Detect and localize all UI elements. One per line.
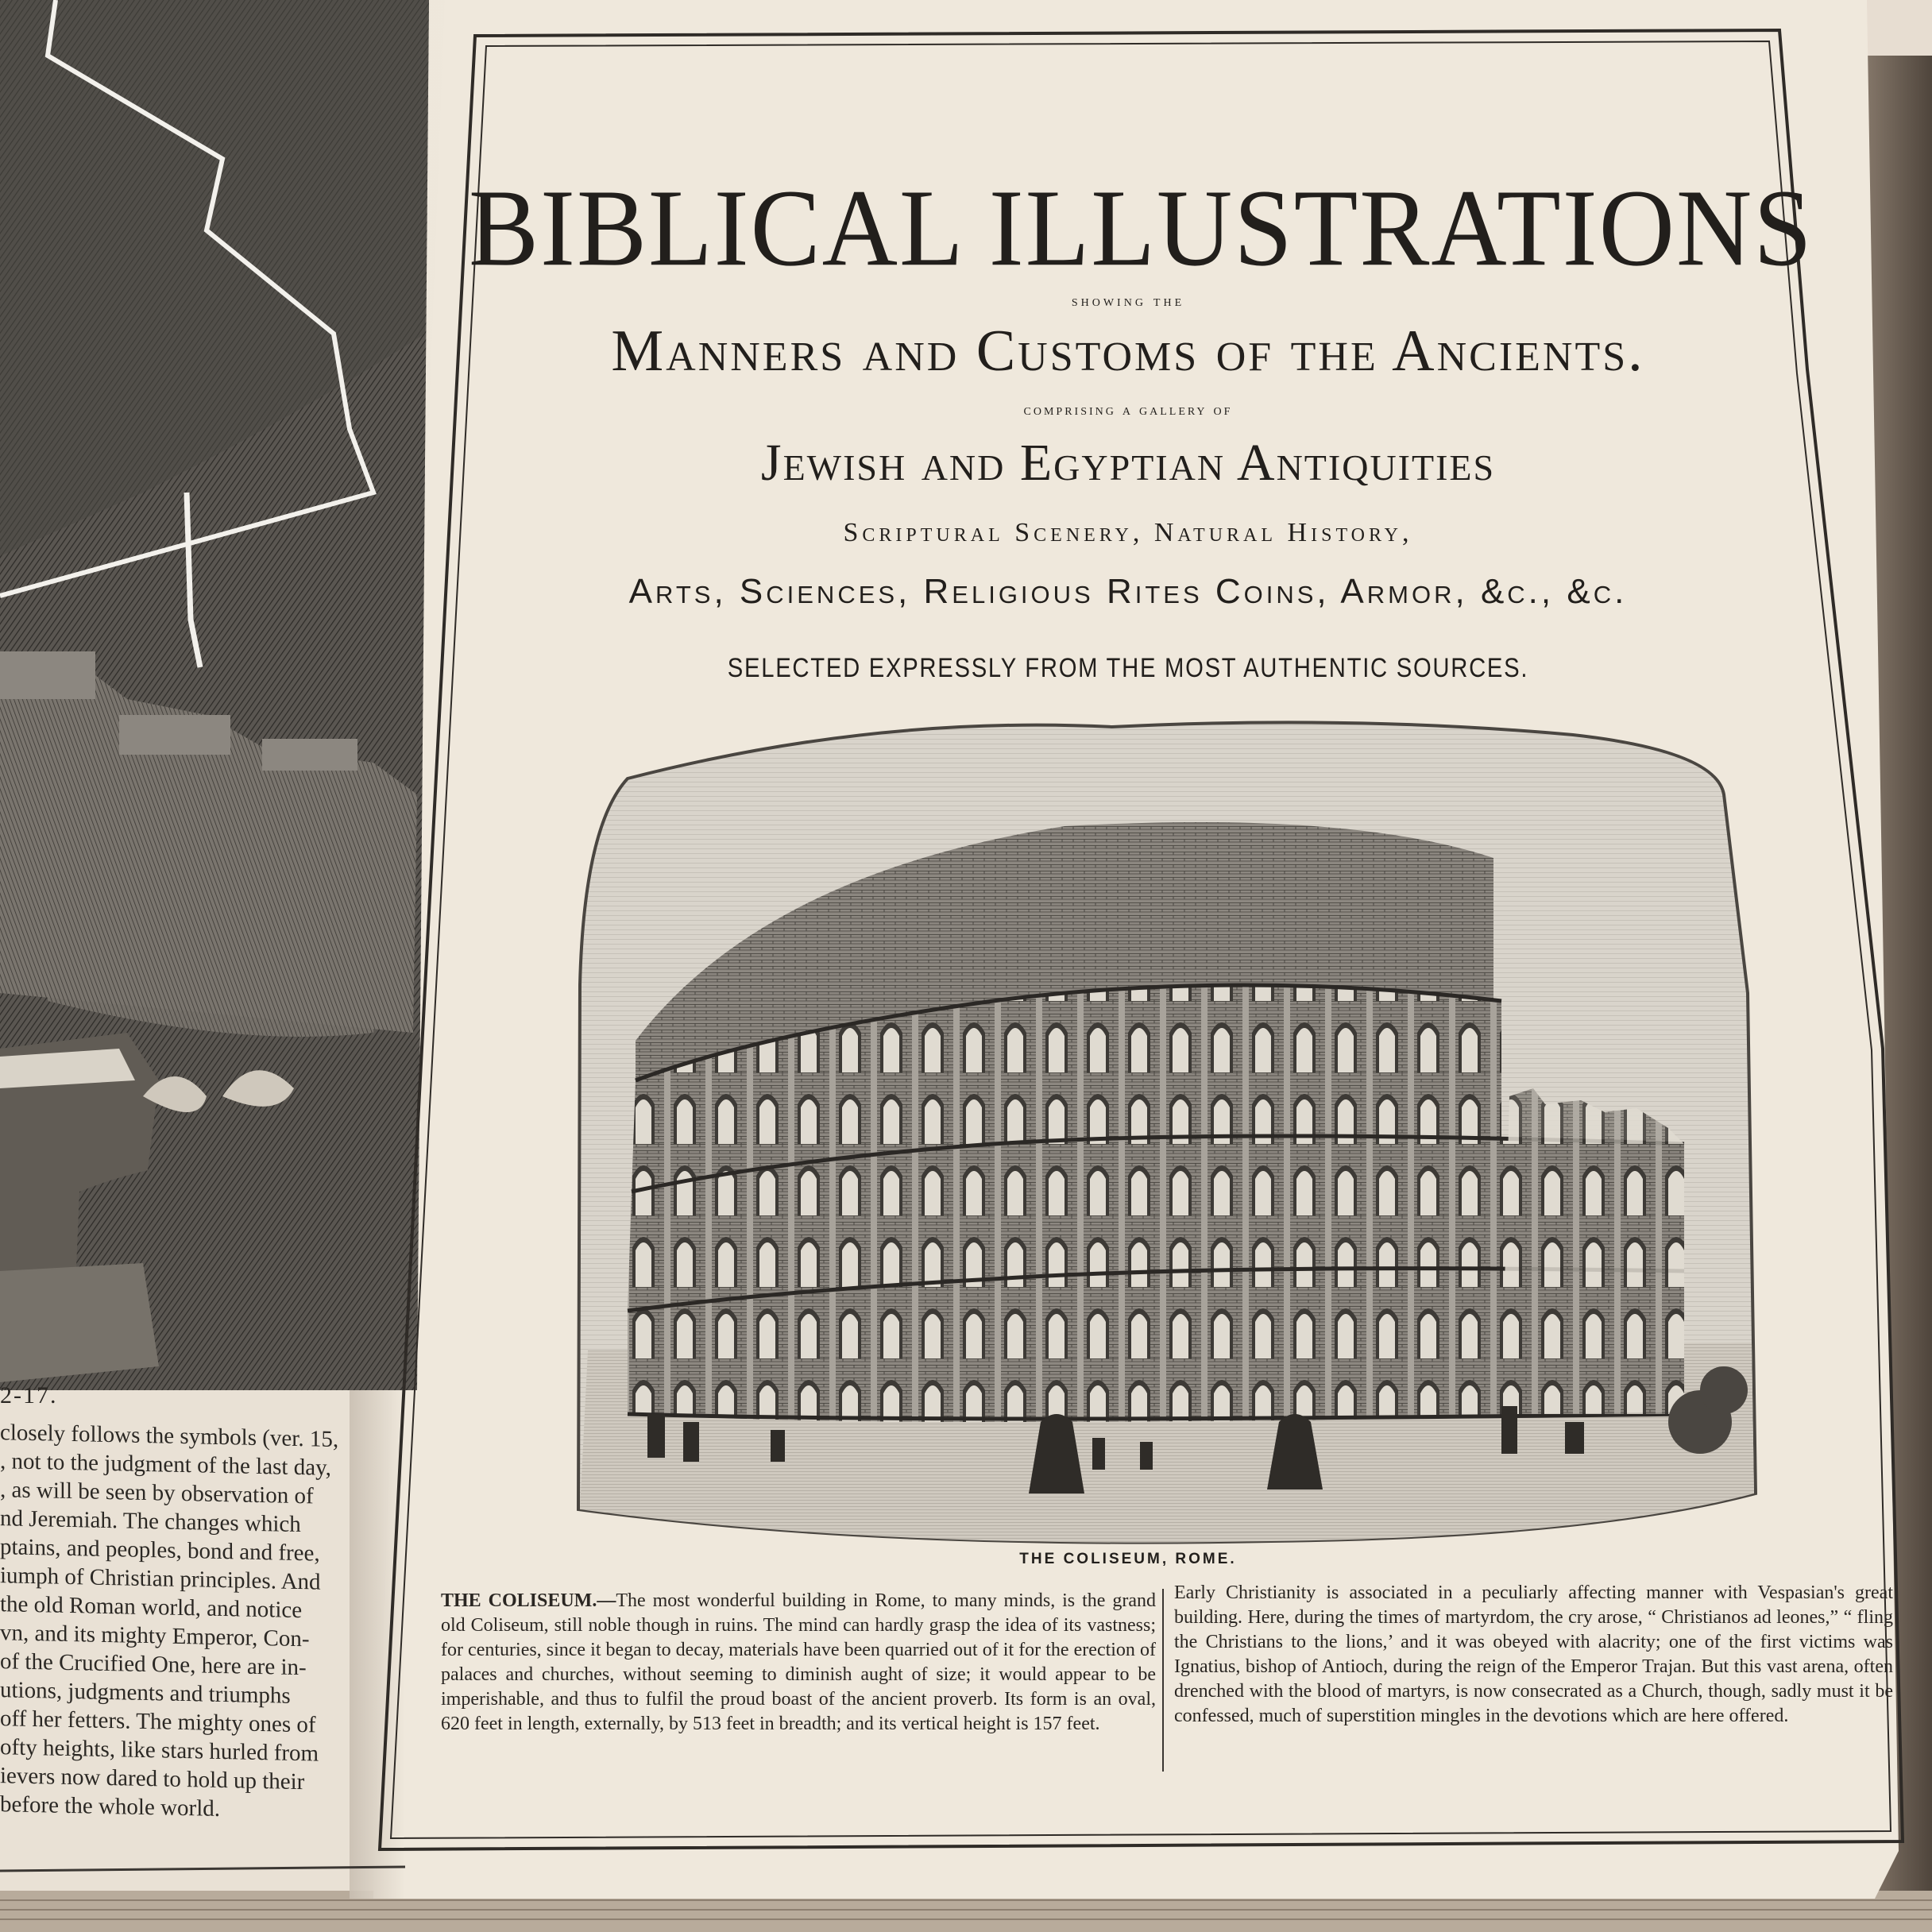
left-text-line: nd Jeremiah. The changes which (0, 1505, 301, 1538)
selected-sources-line: SELECTED EXPRESSLY FROM THE MOST AUTHENTIC SOURCES. (727, 653, 1529, 683)
column-divider (1161, 1589, 1165, 1772)
left-text-line: before the whole world. (0, 1791, 221, 1822)
coliseum-lead-heading: THE COLISEUM.— (441, 1590, 616, 1611)
left-text-line: vn, and its mighty Emperor, Con- (0, 1620, 310, 1652)
coliseum-engraving (578, 722, 1756, 1542)
left-page-caption: 2-17. (0, 1382, 58, 1408)
subtitle-antiquities: Jewish and Egyptian Antiquities (760, 434, 1496, 492)
showing-the-line: showing the (1071, 292, 1185, 310)
left-text-line: iumph of Christian principles. And (0, 1563, 321, 1595)
left-text-line: ievers now dared to hold up their (0, 1763, 305, 1795)
arts-sciences-line: Arts, Sciences, Religious Rites Coins, Armor, &c., &c. (628, 572, 1628, 611)
left-text-line: of the Crucified One, here are in- (0, 1648, 307, 1681)
left-engraving (0, 0, 429, 1390)
coliseum-body-text: The most wonderful building in Rome, to many minds, is the grand old Coliseum, still noble though in ruins. The mind can hardly grasp the idea of its vastness; for centuries, since it began to decay, materials have been quarried out of it for the erection of palaces and churches, without seeming to diminish aught of size; it would appear to be imperishable, and thus to fulfil the proud boast of the ancient proverb. Its form is an oval, 620 feet in length, externally, by 513 feet in breadth; and its vertical height is 157 feet. (441, 1590, 1157, 1734)
coliseum-text-right-column: Early Christianity is associated in a peculiarly affecting manner with Vespasian's great building. Here, during the times of martyrdom, the cry arose, “ Christianos ad leones,” “ fling the Christians to the lions,’ and it was obeyed with alacrity; one of the first victims was Ignatius, bishop of Antioch, during the reign of the Emperor Trajan. But this vast arena, often drenched with the blood of martyrs, is now consecrated as a Church, though, sadly must it be confessed, much of superstition mingles in the devotions which are here offered. (1174, 1582, 1893, 1726)
engraving-caption: THE COLISEUM, ROME. (1019, 1551, 1237, 1567)
left-text-line: ofty heights, like stars hurled from (0, 1734, 319, 1767)
left-page-text (0, 1418, 365, 1826)
left-text-line: closely follows the symbols (ver. 15, (0, 1420, 339, 1453)
left-text-line: utions, judgments and triumphs (0, 1677, 291, 1709)
left-text-line: off her fetters. The mighty ones of (0, 1706, 316, 1738)
comprising-line: comprising a gallery of (1023, 401, 1233, 419)
coliseum-text-left-column (441, 1589, 1156, 1737)
page-title: BIBLICAL ILLUSTRATIONS (469, 166, 1814, 289)
left-text-line: the old Roman world, and notice (0, 1591, 303, 1624)
left-text-line: , not to the judgment of the last day, (0, 1448, 331, 1481)
left-text-line: ptains, and peoples, bond and free, (0, 1534, 320, 1567)
scriptural-scenery-line: Scriptural Scenery, Natural History, (843, 518, 1413, 547)
subtitle-manners-customs: Manners and Customs of the Ancients. (611, 319, 1645, 384)
coliseum-ruined-wing (1501, 1088, 1684, 1414)
left-text-line: , as will be seen by observation of (0, 1477, 314, 1509)
